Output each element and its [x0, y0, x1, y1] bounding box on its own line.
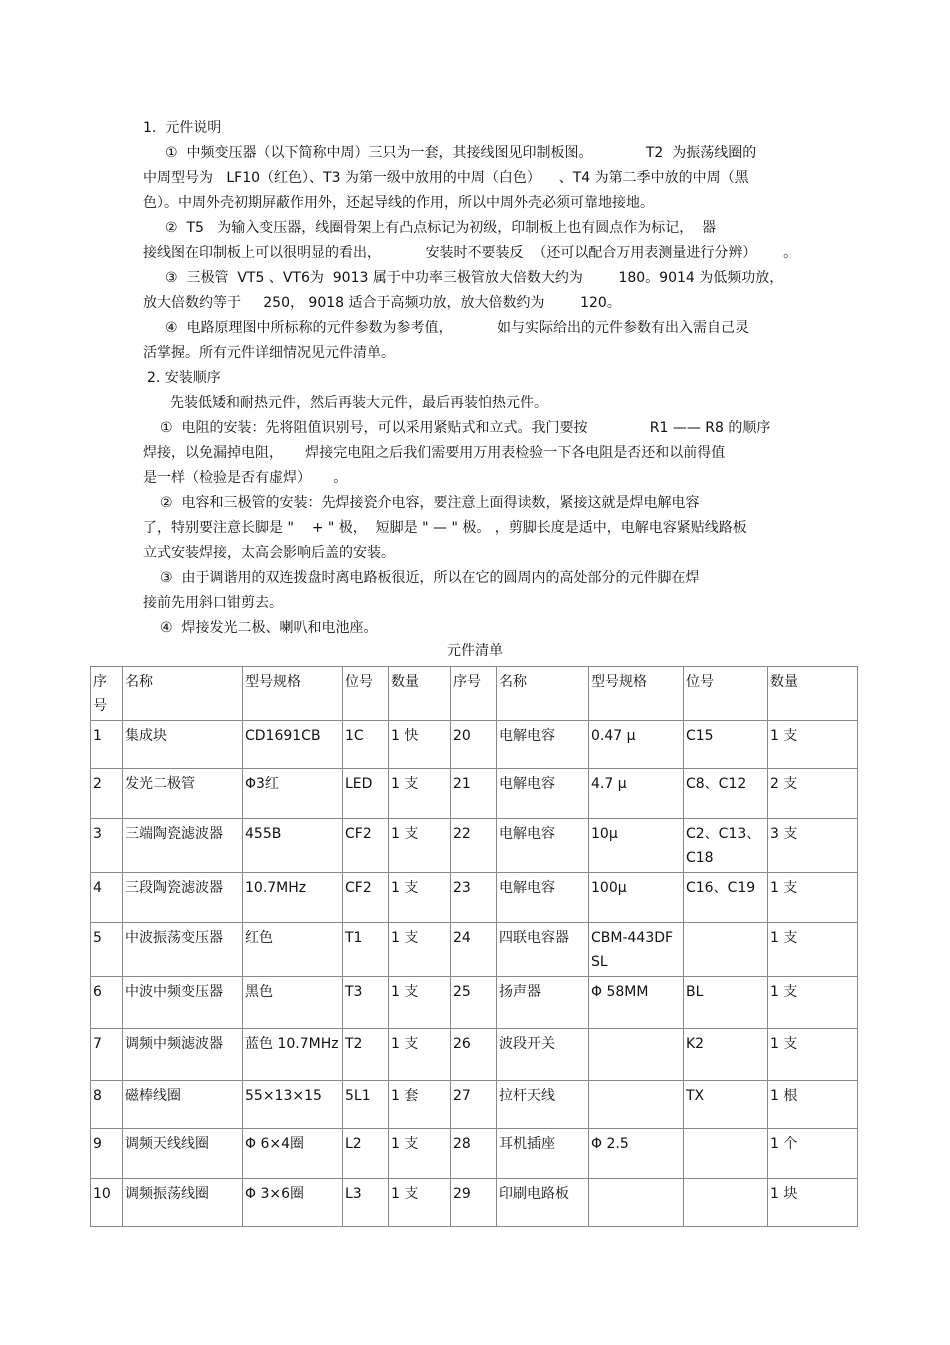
table-row: [91, 721, 858, 769]
header-cell: 数量: [389, 667, 451, 721]
table-cell: 电解电容: [497, 873, 589, 923]
table-cell: Φ 2.5: [589, 1129, 684, 1179]
paragraph-line: ② 电容和三极管的安装：先焊接瓷介电容，要注意上面得读数，紧接这就是焊电解电容: [160, 495, 700, 511]
table-row: [91, 819, 858, 873]
table-cell: 拉杆天线: [497, 1081, 589, 1129]
table-cell: 1 个: [768, 1129, 858, 1179]
table-cell: CBM-443DF SL: [589, 923, 684, 977]
table-cell: 电解电容: [497, 721, 589, 769]
header-cell: 序号: [451, 667, 497, 721]
table-cell: 29: [451, 1179, 497, 1227]
table-cell: T3: [343, 977, 389, 1029]
paragraph-line: 色）。中周外壳初期屏蔽作用外，还起导线的作用，所以中周外壳必须可靠地接地。: [143, 195, 654, 211]
table-cell: 扬声器: [497, 977, 589, 1029]
table-cell: 455B: [243, 819, 343, 873]
table-cell: L3: [343, 1179, 389, 1227]
table-cell: 1 块: [768, 1179, 858, 1227]
paragraph-line: 放大倍数约等于 250， 9018 适合于高频功放，放大倍数约为 120。: [143, 295, 621, 311]
table-row: [91, 1081, 858, 1129]
section-heading-component-notes: 1. 元件说明: [143, 120, 222, 136]
table-cell: CF2: [343, 873, 389, 923]
header-cell: 型号规格: [589, 667, 684, 721]
table-cell: C2、C13、C18: [684, 819, 768, 873]
table-cell: 1 支: [768, 721, 858, 769]
table-cell: 中波振荡变压器: [123, 923, 243, 977]
table-cell: Φ 6×4圈: [243, 1129, 343, 1179]
table-cell: 3: [91, 819, 123, 873]
table-row: [91, 923, 858, 977]
table-cell: 1 支: [389, 819, 451, 873]
table-cell: 22: [451, 819, 497, 873]
table-cell: 1 支: [389, 1129, 451, 1179]
table-row: [91, 1029, 858, 1081]
table-cell: 1 支: [768, 923, 858, 977]
table-cell: 5L1: [343, 1081, 389, 1129]
table-caption: 元件清单: [447, 643, 503, 659]
table-cell: 1 根: [768, 1081, 858, 1129]
paragraph-line: ② T5 为输入变压器，线圈骨架上有凸点标记为初级，印制板上也有圆点作为标记， 器: [165, 220, 717, 236]
table-cell: 调频中频滤波器: [123, 1029, 243, 1081]
table-cell: 10.7MHz: [243, 873, 343, 923]
table-cell: 100μ: [589, 873, 684, 923]
table-cell: 8: [91, 1081, 123, 1129]
table-cell: 蓝色 10.7MHz: [243, 1029, 343, 1081]
table-cell: 1 支: [768, 873, 858, 923]
table-cell: [684, 1129, 768, 1179]
table-cell: 耳机插座: [497, 1129, 589, 1179]
paragraph-line: ③ 由于调谐用的双连拨盘时离电路板很近，所以在它的圆周内的高处部分的元件脚在焊: [160, 570, 700, 586]
paragraph-line: 先装低矮和耐热元件，然后再装大元件，最后再装怕热元件。: [170, 395, 548, 411]
table-cell: 1: [91, 721, 123, 769]
paragraph-line: 立式安装焊接，太高会影响后盖的安装。: [143, 545, 395, 561]
table-cell: 25: [451, 977, 497, 1029]
header-cell: 序号: [91, 667, 123, 721]
paragraph-line: 接线图在印制板上可以很明显的看出， 安装时不要装反 （还可以配合万用表测量进行分辨） 。: [143, 245, 798, 261]
table-cell: 1C: [343, 721, 389, 769]
table-cell: 1 支: [389, 769, 451, 819]
table-cell: K2: [684, 1029, 768, 1081]
table-cell: 三段陶瓷滤波器: [123, 873, 243, 923]
table-cell: 21: [451, 769, 497, 819]
table-cell: C8、C12: [684, 769, 768, 819]
table-cell: CF2: [343, 819, 389, 873]
table-cell: 集成块: [123, 721, 243, 769]
header-cell: 位号: [343, 667, 389, 721]
table-cell: C15: [684, 721, 768, 769]
table-cell: 20: [451, 721, 497, 769]
table-cell: [684, 1179, 768, 1227]
table-cell: 4.7 μ: [589, 769, 684, 819]
table-cell: 24: [451, 923, 497, 977]
table-cell: [589, 1081, 684, 1129]
table-cell: 28: [451, 1129, 497, 1179]
table-header-row: [91, 667, 858, 721]
table-cell: 1 支: [389, 1029, 451, 1081]
paragraph-line: 焊接，以免漏掉电阻， 焊接完电阻之后我们需要用万用表检验一下各电阻是否还和以前得值: [143, 445, 726, 461]
table-cell: Φ 3×6圈: [243, 1179, 343, 1227]
table-row: [91, 1129, 858, 1179]
table-cell: 26: [451, 1029, 497, 1081]
table-cell: 55×13×15: [243, 1081, 343, 1129]
table-cell: TX: [684, 1081, 768, 1129]
table-cell: 1 支: [768, 1029, 858, 1081]
table-row: [91, 1179, 858, 1227]
table-cell: 印刷电路板: [497, 1179, 589, 1227]
table-cell: 中波中频变压器: [123, 977, 243, 1029]
table-cell: 5: [91, 923, 123, 977]
table-cell: 黑色: [243, 977, 343, 1029]
table-cell: 0.47 μ: [589, 721, 684, 769]
table-cell: 7: [91, 1029, 123, 1081]
table-cell: LED: [343, 769, 389, 819]
table-cell: CD1691CB: [243, 721, 343, 769]
table-cell: 6: [91, 977, 123, 1029]
header-cell: 型号规格: [243, 667, 343, 721]
paragraph-line: ① 电阻的安装：先将阻值识别号，可以采用紧贴式和立式。我门要按 R1 —— R8 的顺序: [160, 420, 771, 436]
table-row: [91, 873, 858, 923]
paragraph-line: 中周型号为 LF10（红色）、T3 为第一级中放用的中周（白色） 、T4 为第二季中放的中周（黑: [143, 170, 749, 186]
paragraph-line: 接前先用斜口钳剪去。: [143, 595, 283, 611]
table-cell: 1 套: [389, 1081, 451, 1129]
table-row: [91, 769, 858, 819]
table-cell: 1 支: [389, 977, 451, 1029]
paragraph-line: ① 中频变压器（以下简称中周）三只为一套，其接线图见印制板图。 T2 为振荡线圈的: [165, 145, 757, 161]
table-cell: 调频天线线圈: [123, 1129, 243, 1179]
header-cell: 名称: [123, 667, 243, 721]
table-cell: 1 支: [389, 923, 451, 977]
table-cell: T2: [343, 1029, 389, 1081]
paragraph-line: 活掌握。所有元件详细情况见元件清单。: [143, 345, 395, 361]
table-cell: 23: [451, 873, 497, 923]
table-cell: 红色: [243, 923, 343, 977]
table-cell: 1 支: [768, 977, 858, 1029]
table-cell: 电解电容: [497, 769, 589, 819]
table-cell: Φ 58MM: [589, 977, 684, 1029]
table-cell: [589, 1029, 684, 1081]
table-cell: C16、C19: [684, 873, 768, 923]
paragraph-line: 是一样（检验是否有虚焊） 。: [143, 470, 348, 486]
table-cell: 电解电容: [497, 819, 589, 873]
table-cell: 2: [91, 769, 123, 819]
table-cell: 波段开关: [497, 1029, 589, 1081]
table-cell: 四联电容器: [497, 923, 589, 977]
header-cell: 名称: [497, 667, 589, 721]
table-cell: 1 支: [389, 873, 451, 923]
table-cell: 27: [451, 1081, 497, 1129]
paragraph-line: 了，特别要注意长脚是 " + " 极， 短脚是 " — " 极。 ，剪脚长度是适中，电解电容紧贴线路板: [143, 520, 747, 536]
table-cell: 9: [91, 1129, 123, 1179]
table-cell: T1: [343, 923, 389, 977]
table-cell: 调频振荡线圈: [123, 1179, 243, 1227]
table-cell: 3 支: [768, 819, 858, 873]
table-cell: 2 支: [768, 769, 858, 819]
section-heading-install-order: 2. 安装顺序: [147, 370, 221, 386]
table-cell: 10μ: [589, 819, 684, 873]
table-cell: 4: [91, 873, 123, 923]
table-cell: 1 快: [389, 721, 451, 769]
table-cell: [589, 1179, 684, 1227]
table-cell: 磁棒线圈: [123, 1081, 243, 1129]
table-cell: 1 支: [389, 1179, 451, 1227]
header-cell: 数量: [768, 667, 858, 721]
table-row: [91, 977, 858, 1029]
paragraph-line: ④ 电路原理图中所标称的元件参数为参考值， 如与实际给出的元件参数有出入需自己灵: [165, 320, 749, 336]
table-cell: Φ3红: [243, 769, 343, 819]
header-cell: 位号: [684, 667, 768, 721]
parts-list-table: [90, 666, 858, 1227]
paragraph-line: ④ 焊接发光二极、喇叭和电池座。: [160, 620, 378, 636]
table-cell: BL: [684, 977, 768, 1029]
table-cell: L2: [343, 1129, 389, 1179]
table-cell: 10: [91, 1179, 123, 1227]
paragraph-line: ③ 三极管 VT5 、VT6为 9013 属于中功率三极管放大倍数大约为 180。9014 为低频功放，: [165, 270, 784, 286]
table-cell: [684, 923, 768, 977]
table-cell: 三端陶瓷滤波器: [123, 819, 243, 873]
table-cell: 发光二极管: [123, 769, 243, 819]
